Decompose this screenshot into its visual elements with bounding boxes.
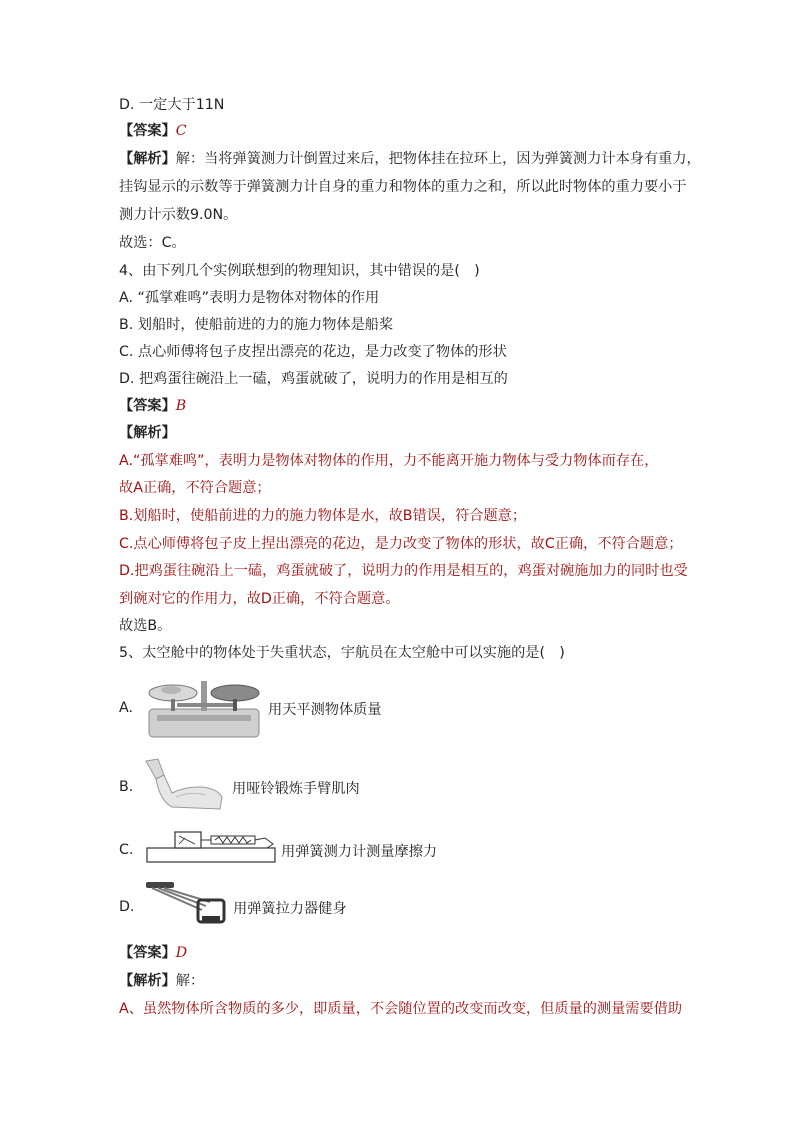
analysis-line-4	[119, 972, 204, 990]
answer-value: B	[175, 398, 187, 414]
analysis-tag-2: 【解析】	[119, 425, 176, 441]
q4-option-c: C. 点心师傅将包子皮捏出漂亮的花边，是力改变了物体的形状	[119, 344, 507, 360]
q4-option-b: B. 划船时，使船前进的力的施力物体是船桨	[119, 317, 394, 333]
q5-option-d-text: 用弹簧拉力器健身	[233, 901, 347, 917]
q4-option-d: D. 把鸡蛋往碗沿上一磕，鸡蛋就破了，说明力的作用是相互的	[119, 371, 508, 387]
choose-line-2: 故选B。	[119, 618, 172, 634]
answer-tag: 【答案】	[119, 123, 176, 139]
q5-option-c-label: C.	[119, 842, 134, 858]
analysis-line-3: 测力计示数9.0N。	[119, 207, 238, 223]
answer-line-1	[119, 122, 187, 140]
answer-tag: 【答案】	[119, 945, 176, 961]
q4-option-a: A. “孤掌难鸣”表明力是物体对物体的作用	[119, 290, 380, 306]
explain-last-line: A、虽然物体所含物质的多少，即质量，不会随位置的改变而改变，但质量的测量需要借助	[119, 1001, 683, 1017]
q5-option-d-label: D.	[119, 899, 135, 915]
q5-option-c-text: 用弹簧测力计测量摩擦力	[281, 844, 438, 860]
explain-line-3: B.划船时，使船前进的力的施力物体是水，故B错误，符合题意；	[119, 508, 527, 524]
q5-option-a-text: 用天平测物体质量	[268, 702, 382, 718]
explain-line-4: C.点心师傅将包子皮上捏出漂亮的花边，是力改变了物体的形状，故C正确，不符合题意；	[119, 536, 683, 552]
choose-line-1: 故选：C。	[119, 235, 186, 251]
answer-value: D	[175, 945, 188, 961]
spring-scale-friction-icon	[145, 828, 277, 864]
answer-value: C	[175, 123, 187, 139]
answer-tag: 【答案】	[119, 398, 176, 414]
analysis-tag: 【解析】	[119, 973, 176, 989]
explain-line-5: D.把鸡蛋往碗沿上一磕，鸡蛋就破了，说明力的作用是相互的，鸡蛋对碗施加力的同时也受	[119, 563, 688, 579]
q5-option-b-text: 用哑铃锻炼手臂肌肉	[232, 781, 360, 797]
explain-line-2: 故A正确，不符合题意；	[119, 480, 271, 496]
analysis-tag: 【解析】	[119, 151, 176, 167]
answer-line-3	[119, 944, 187, 962]
answer-line-2	[119, 397, 186, 415]
explain-line-6: 到碗对它的作用力，故D正确，不符合题意。	[119, 591, 400, 607]
q5-option-b-label: B.	[119, 779, 134, 795]
analysis-text: 解：	[175, 973, 205, 989]
analysis-text: 解：当将弹簧测力计倒置过来后，把物体挂在拉环上，因为弹簧测力计本身有重力，	[175, 151, 701, 167]
q5-option-a-label: A.	[119, 700, 133, 716]
spring-expander-icon	[142, 880, 230, 926]
question-5: 5、太空舱中的物体处于失重状态，宇航员在太空舱中可以实施的是( )	[119, 645, 565, 661]
analysis-line-2: 挂钩显示的示数等于弹簧测力计自身的重力和物体的重力之和，所以此时物体的重力要小于	[119, 179, 687, 195]
option-d-text: D. 一定大于11N	[119, 97, 225, 113]
question-4: 4、由下列几个实例联想到的物理知识，其中错误的是( )	[119, 263, 480, 279]
balance-scale-icon	[143, 675, 265, 739]
analysis-line-1	[119, 150, 701, 168]
explain-line-1: A.“孤掌难鸣”，表明力是物体对物体的作用，力不能离开施力物体与受力物体而存在，	[119, 453, 659, 469]
arm-muscle-icon	[142, 757, 226, 811]
